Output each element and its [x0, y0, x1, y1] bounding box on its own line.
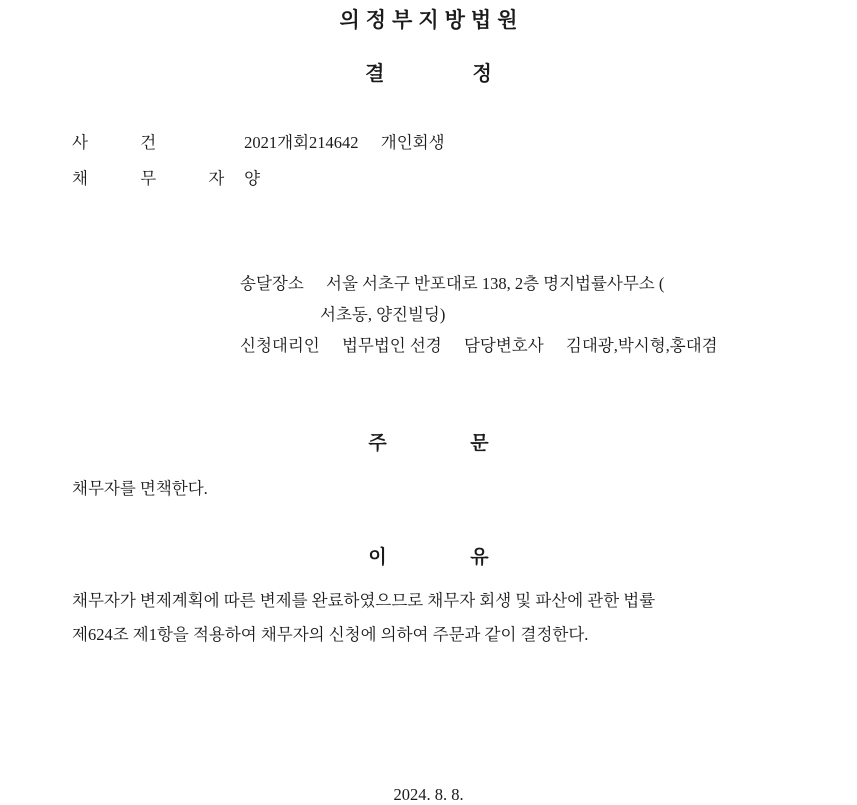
debtor-name: 양 [244, 169, 261, 188]
debtor-label [72, 164, 240, 194]
reason-title-left: 이 [368, 547, 387, 568]
case-number-value [244, 128, 444, 158]
case-info-block [72, 128, 832, 200]
agent-line [240, 330, 840, 361]
case-label-char-2: 건 [140, 133, 157, 152]
judgment-title-right: 문 [470, 433, 489, 454]
case-type: 개인회생 [380, 133, 445, 152]
decision-date: 2024. 8. 8. [393, 785, 464, 804]
document-type-right: 정 [472, 63, 492, 85]
reason-body-line-1: 채무자가 변제계획에 따른 변제를 완료하였으므로 채무자 회생 및 파산에 관한 법률 [72, 591, 656, 610]
case-number-label [72, 128, 240, 158]
debtor-label-char-1: 채 [72, 169, 88, 188]
service-address-text: 서울 서초구 반포대로 138, 2층 명지법률사무소 ( [326, 274, 665, 293]
case-label-char-1: 사 [72, 133, 88, 152]
document-type-heading [0, 57, 857, 86]
debtor-row [72, 164, 832, 194]
court-name: 의정부지방법원 [339, 8, 524, 32]
debtor-label-char-2: 무 [140, 169, 157, 188]
reason-body-line-2: 제624조 제1항을 적용하여 채무자의 신청에 의하여 주문과 같이 결정한다. [72, 625, 589, 644]
debtor-label-char-3: 자 [208, 169, 225, 188]
agent-names: 김대광,박시형,홍대겸 [565, 336, 718, 355]
document-type-left: 결 [365, 63, 385, 85]
case-number-row [72, 128, 832, 158]
agent-label: 신청대리인 [240, 336, 320, 355]
service-address-block [240, 268, 840, 361]
reason-section-title [0, 542, 857, 569]
service-address-line-1 [240, 268, 840, 299]
service-address-line-2: 서초동, 양진빌딩) [320, 305, 446, 324]
reason-title-right: 유 [470, 547, 489, 568]
judgment-title-left: 주 [368, 433, 387, 454]
agent-role: 담당변호사 [463, 336, 544, 355]
judgment-section-title [0, 428, 857, 455]
case-number: 2021개회214642 [244, 133, 359, 152]
reason-body-text [72, 584, 782, 652]
service-address-label: 송달장소 [240, 274, 304, 293]
judgment-body-text: 채무자를 면책한다. [72, 479, 208, 498]
agent-firm: 법무법인 선경 [341, 336, 442, 355]
